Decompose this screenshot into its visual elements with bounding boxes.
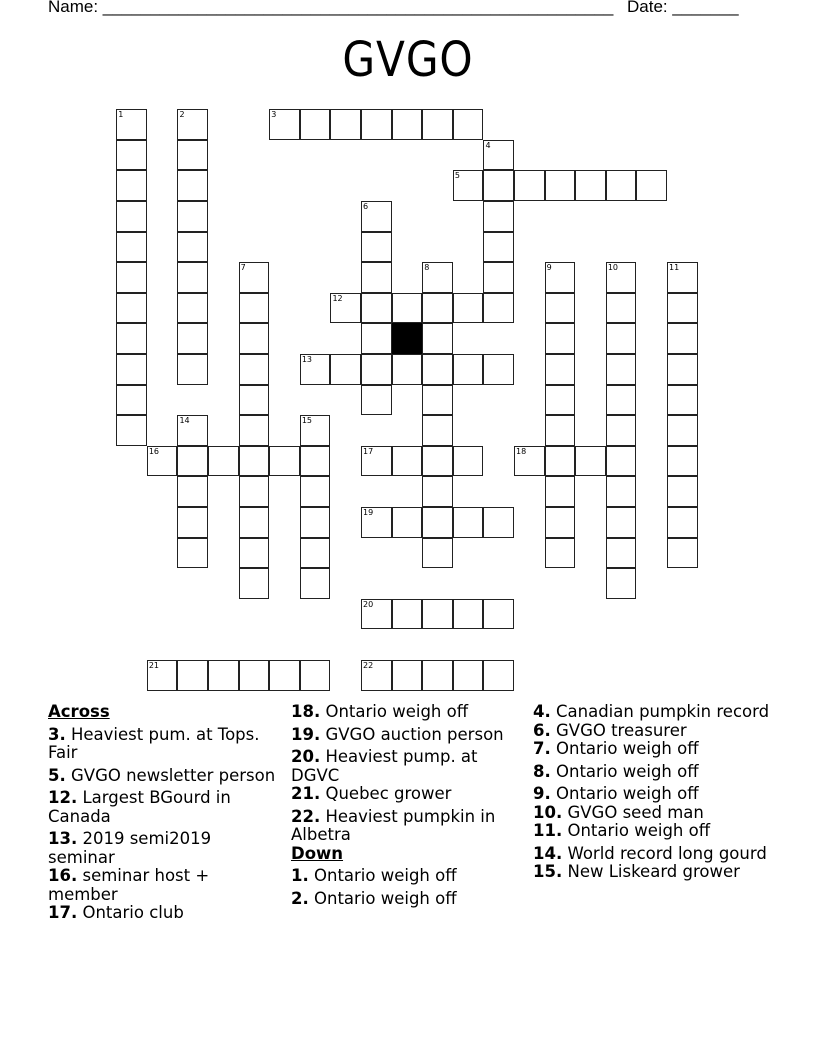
grid-cell[interactable] [300, 354, 331, 385]
grid-cell[interactable] [239, 415, 270, 446]
grid-cell[interactable] [392, 293, 423, 324]
grid-cell[interactable] [606, 507, 637, 538]
clue-number: 19. [291, 724, 321, 744]
grid-cell[interactable] [422, 354, 453, 385]
grid-cell[interactable] [422, 109, 453, 140]
clue-number: 6. [533, 720, 551, 740]
grid-cell[interactable] [483, 293, 514, 324]
grid-cell[interactable] [300, 568, 331, 599]
grid-cell[interactable] [422, 507, 453, 538]
grid-cell[interactable] [606, 415, 637, 446]
clue-text: Heaviest pump. at DGVC [291, 747, 478, 785]
grid-cell[interactable] [667, 446, 698, 477]
grid-cell[interactable] [392, 354, 423, 385]
clue-number: 16. [48, 866, 78, 885]
cell-number: 6 [363, 202, 369, 212]
down-heading: Down [291, 843, 344, 863]
grid-cell[interactable] [361, 599, 392, 630]
grid-cell[interactable] [361, 323, 392, 354]
grid-cell[interactable] [483, 140, 514, 171]
cell-number: 11 [669, 263, 680, 273]
clue-text: Ontario club [77, 903, 184, 922]
clue-text: GVGO seed man [562, 802, 704, 822]
grid-cell[interactable] [422, 385, 453, 416]
grid-cell[interactable] [667, 476, 698, 507]
grid-cell[interactable] [453, 507, 484, 538]
clue-across-18 [291, 703, 526, 722]
grid-cell[interactable] [116, 293, 147, 324]
grid-cell[interactable] [239, 293, 270, 324]
cell-number: 20 [363, 599, 374, 609]
clue-down-10 [533, 804, 773, 823]
grid-cell[interactable] [177, 446, 208, 477]
clue-number: 21. [291, 784, 321, 803]
grid-cell[interactable] [606, 446, 637, 477]
grid-cell[interactable] [177, 109, 208, 140]
grid-cell[interactable] [606, 538, 637, 569]
grid-cell[interactable] [177, 354, 208, 385]
clue-number: 3. [48, 724, 66, 744]
grid-cell[interactable] [545, 323, 576, 354]
grid-cell[interactable] [667, 385, 698, 416]
clue-text: Ontario weigh off [562, 821, 711, 840]
grid-cell[interactable] [177, 507, 208, 538]
clue-text: GVGO auction person [320, 724, 504, 744]
cell-number: 14 [179, 416, 190, 426]
grid-cell[interactable] [636, 170, 667, 201]
clue-across-12 [48, 789, 278, 826]
grid-cell[interactable] [361, 446, 392, 477]
grid-cell[interactable] [147, 446, 178, 477]
clue-text: GVGO newsletter person [65, 765, 276, 785]
grid-cell[interactable] [239, 538, 270, 569]
grid-cell[interactable] [239, 354, 270, 385]
grid-cell[interactable] [575, 446, 606, 477]
puzzle-title: GVGO [342, 32, 474, 88]
grid-cell[interactable] [330, 109, 361, 140]
grid-cell[interactable] [392, 109, 423, 140]
grid-cell[interactable] [422, 262, 453, 293]
grid-cell[interactable] [116, 415, 147, 446]
grid-cell[interactable] [453, 660, 484, 691]
grid-cell[interactable] [545, 538, 576, 569]
clue-number: 15. [533, 862, 563, 881]
grid-cell[interactable] [606, 323, 637, 354]
cell-number: 18 [516, 446, 527, 456]
grid-cell[interactable] [545, 262, 576, 293]
grid-cell[interactable] [392, 446, 423, 477]
cell-number: 5 [454, 171, 460, 181]
clues-column-1 [48, 703, 278, 927]
grid-cell[interactable] [361, 507, 392, 538]
grid-cell[interactable] [116, 385, 147, 416]
clue-number: 22. [291, 806, 321, 826]
across-heading: Across [48, 702, 110, 721]
clue-number: 1. [291, 866, 309, 885]
clue-number: 7. [533, 739, 551, 758]
clue-across-5 [48, 767, 278, 786]
grid-cell[interactable] [453, 446, 484, 477]
grid-cell[interactable] [545, 415, 576, 446]
clue-down-11 [533, 822, 773, 841]
grid-cell[interactable] [422, 293, 453, 324]
grid-cell[interactable] [514, 170, 545, 201]
clue-number: 8. [533, 761, 551, 781]
grid-cell[interactable] [453, 293, 484, 324]
clue-number: 4. [533, 702, 551, 721]
clue-across-20 [291, 748, 526, 785]
clue-text: GVGO treasurer [550, 720, 687, 740]
clue-number: 11. [533, 821, 563, 840]
grid-cell[interactable] [269, 109, 300, 140]
clue-text: New Liskeard grower [562, 862, 740, 881]
grid-cell[interactable] [422, 446, 453, 477]
cell-number: 19 [363, 508, 374, 518]
grid-cell[interactable] [606, 385, 637, 416]
grid-cell[interactable] [239, 262, 270, 293]
clue-across-21 [291, 785, 526, 804]
grid-cell[interactable] [667, 507, 698, 538]
grid-cell[interactable] [483, 262, 514, 293]
cell-number: 10 [607, 263, 619, 273]
grid-cell[interactable] [667, 354, 698, 385]
grid-cell[interactable] [453, 170, 484, 201]
grid-cell[interactable] [177, 660, 208, 691]
grid-cell[interactable] [361, 262, 392, 293]
grid-cell[interactable] [422, 538, 453, 569]
grid-cell[interactable] [361, 660, 392, 691]
clue-text: Ontario weigh off [320, 702, 469, 721]
clue-across-17 [48, 904, 278, 923]
grid-cell[interactable] [177, 140, 208, 171]
clue-text: Heaviest pumpkin in Albetra [291, 806, 496, 844]
grid-cell[interactable] [208, 446, 239, 477]
grid-cell[interactable] [422, 323, 453, 354]
clue-number: 17. [48, 903, 78, 922]
grid-cell[interactable] [392, 660, 423, 691]
cell-number: 16 [148, 446, 160, 456]
grid-cell[interactable] [116, 201, 147, 232]
clue-number: 12. [48, 788, 78, 807]
grid-cell[interactable] [606, 568, 637, 599]
grid-cell[interactable] [422, 476, 453, 507]
clue-text: 2019 semi2019 seminar [48, 829, 212, 867]
grid-cell[interactable] [116, 262, 147, 293]
cell-number: 2 [179, 110, 185, 120]
grid-cell[interactable] [239, 323, 270, 354]
cell-number: 17 [363, 446, 374, 456]
grid-cell[interactable] [545, 507, 576, 538]
grid-cell[interactable] [422, 599, 453, 630]
grid-cell[interactable] [116, 170, 147, 201]
clue-number: 20. [291, 747, 321, 766]
grid-cell[interactable] [300, 109, 331, 140]
cell-number: 3 [271, 110, 277, 120]
cell-number: 21 [148, 661, 160, 671]
cell-number: 22 [363, 661, 374, 671]
grid-cell[interactable] [667, 538, 698, 569]
clue-across-13 [48, 830, 278, 867]
name-field[interactable]: Name: ______________________________________________________ [48, 0, 614, 16]
clue-text: Ontario weigh off [550, 739, 699, 758]
clue-number: 13. [48, 829, 78, 848]
grid-cell[interactable] [300, 476, 331, 507]
grid-cell[interactable] [116, 232, 147, 263]
grid-cell[interactable] [361, 232, 392, 263]
grid-cell[interactable] [483, 201, 514, 232]
grid-cell[interactable] [116, 354, 147, 385]
grid-cell[interactable] [606, 476, 637, 507]
clue-text: Ontario weigh off [550, 784, 699, 803]
clue-text: Heaviest pum. at Tops. Fair [48, 724, 260, 762]
grid-cell[interactable] [545, 385, 576, 416]
grid-cell[interactable] [300, 507, 331, 538]
grid-cell[interactable] [300, 446, 331, 477]
grid-cell[interactable] [177, 323, 208, 354]
clue-down-9 [533, 785, 773, 804]
grid-cell[interactable] [239, 476, 270, 507]
grid-cell[interactable] [300, 660, 331, 691]
grid-cell[interactable] [177, 262, 208, 293]
grid-cell[interactable] [269, 446, 300, 477]
grid-cell[interactable] [361, 354, 392, 385]
cell-number: 15 [301, 416, 313, 426]
grid-cell[interactable] [392, 599, 423, 630]
clue-down-14 [533, 845, 773, 864]
grid-cell[interactable] [300, 538, 331, 569]
grid-cell[interactable] [483, 354, 514, 385]
clue-text: Quebec grower [320, 784, 452, 803]
grid-cell[interactable] [147, 660, 178, 691]
grid-cell[interactable] [177, 232, 208, 263]
grid-cell[interactable] [177, 201, 208, 232]
cell-number: 9 [546, 263, 552, 273]
clue-number: 18. [291, 702, 321, 721]
clue-number: 5. [48, 765, 66, 785]
grid-cell[interactable] [330, 293, 361, 324]
grid-cell[interactable] [177, 476, 208, 507]
grid-cell[interactable] [545, 170, 576, 201]
cell-number: 8 [424, 263, 430, 273]
grid-cell[interactable] [667, 323, 698, 354]
grid-cell[interactable] [606, 170, 637, 201]
grid-cell[interactable] [545, 446, 576, 477]
grid-cell[interactable] [392, 507, 423, 538]
grid-cell[interactable] [269, 660, 300, 691]
grid-cell[interactable] [606, 262, 637, 293]
grid-cell[interactable] [239, 660, 270, 691]
grid-cell[interactable] [667, 293, 698, 324]
grid-cell[interactable] [483, 170, 514, 201]
grid-cell[interactable] [453, 599, 484, 630]
clue-text: World record long gourd [562, 843, 767, 863]
grid-cell[interactable] [606, 354, 637, 385]
grid-cell[interactable] [116, 323, 147, 354]
clue-text: Canadian pumpkin record [550, 702, 770, 721]
clue-down-6 [533, 722, 773, 741]
clue-down-15 [533, 863, 773, 882]
grid-cell[interactable] [483, 599, 514, 630]
grid-cell[interactable] [667, 415, 698, 446]
grid-cell[interactable] [116, 109, 147, 140]
clue-text: Ontario weigh off [308, 866, 457, 885]
grid-cell[interactable] [606, 293, 637, 324]
black-cell [392, 323, 423, 354]
grid-cell[interactable] [239, 568, 270, 599]
grid-cell[interactable] [177, 538, 208, 569]
clue-down-7 [533, 740, 773, 759]
grid-cell[interactable] [483, 232, 514, 263]
grid-cell[interactable] [361, 293, 392, 324]
clue-across-19 [291, 726, 526, 745]
cell-number: 13 [301, 355, 313, 365]
grid-cell[interactable] [422, 415, 453, 446]
clues-column-3 [533, 703, 773, 886]
grid-cell[interactable] [545, 354, 576, 385]
clue-down-2 [291, 890, 526, 909]
grid-cell[interactable] [667, 262, 698, 293]
clue-text: Largest BGourd in Canada [48, 788, 231, 826]
grid-cell[interactable] [453, 109, 484, 140]
grid-cell[interactable] [483, 507, 514, 538]
grid-cell[interactable] [177, 415, 208, 446]
grid-cell[interactable] [330, 354, 361, 385]
grid-cell[interactable] [361, 385, 392, 416]
clue-across-16 [48, 867, 278, 904]
grid-cell[interactable] [575, 170, 606, 201]
date-field[interactable]: Date: _______ [627, 0, 739, 16]
clues-column-2 [291, 703, 526, 912]
clue-down-1 [291, 867, 526, 886]
clue-down-8 [533, 763, 773, 782]
clue-text: Ontario weigh off [308, 888, 457, 908]
grid-cell[interactable] [300, 415, 331, 446]
grid-cell[interactable] [239, 507, 270, 538]
clue-across-3 [48, 726, 278, 763]
cell-number: 12 [332, 293, 343, 303]
grid-cell[interactable] [361, 201, 392, 232]
grid-cell[interactable] [545, 293, 576, 324]
cell-number: 1 [118, 110, 124, 120]
clue-number: 2. [291, 888, 309, 908]
clue-across-22 [291, 808, 526, 845]
grid-cell[interactable] [453, 354, 484, 385]
grid-cell[interactable] [177, 170, 208, 201]
grid-cell[interactable] [545, 476, 576, 507]
grid-cell[interactable] [116, 140, 147, 171]
grid-cell[interactable] [208, 660, 239, 691]
cell-number: 7 [240, 263, 246, 273]
grid-cell[interactable] [239, 385, 270, 416]
clue-text: Ontario weigh off [550, 761, 699, 781]
clue-number: 9. [533, 784, 551, 803]
grid-cell[interactable] [239, 446, 270, 477]
cell-number: 4 [485, 140, 491, 150]
grid-cell[interactable] [514, 446, 545, 477]
grid-cell[interactable] [422, 660, 453, 691]
clue-text: seminar host + member [48, 866, 210, 904]
clue-number: 10. [533, 802, 563, 822]
clue-down-4 [533, 703, 773, 722]
grid-cell[interactable] [483, 660, 514, 691]
grid-cell[interactable] [361, 109, 392, 140]
clue-number: 14. [533, 843, 563, 863]
grid-cell[interactable] [177, 293, 208, 324]
